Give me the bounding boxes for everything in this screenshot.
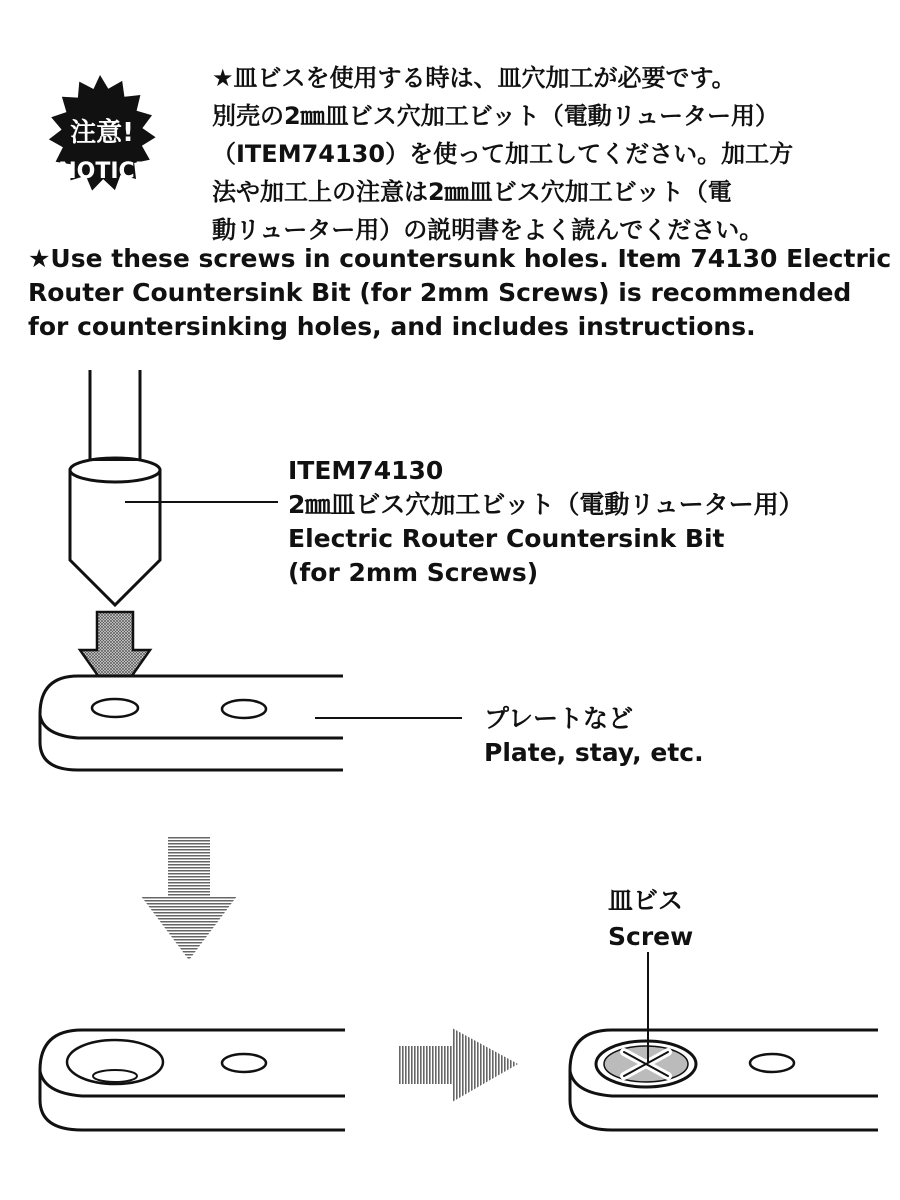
countersink-bit: [70, 370, 160, 605]
notice-en-line-1: ★Use these screws in countersunk holes. Item 74130 Electric: [28, 244, 892, 273]
bit-item-number: ITEM74130: [288, 456, 444, 485]
notice-jp-line-1: ★皿ビスを使用する時は、皿穴加工が必要です。: [212, 64, 736, 92]
notice-en-line-2: Router Countersink Bit (for 2mm Screws) is recommended: [28, 278, 852, 307]
bit-name-en: Electric Router Countersink Bit: [288, 524, 725, 553]
screw-head: [596, 1041, 696, 1087]
notice-en-line-3: for countersinking holes, and includes instructions.: [28, 312, 756, 341]
badge-en: NOTICE: [58, 159, 150, 184]
right-arrow-striped: [398, 1028, 518, 1102]
bit-size-en: (for 2mm Screws): [288, 558, 539, 587]
top-plate: [40, 676, 343, 770]
plate-label-en: Plate, stay, etc.: [484, 738, 704, 767]
notice-jp-line-3: （ITEM74130）を使って加工してください。加工方: [212, 140, 794, 168]
countersunk-plate: [40, 1030, 345, 1130]
notice-jp-line-4: 法や加工上の注意は2㎜皿ビス穴加工ビット（電: [212, 178, 732, 206]
plate-label-jp: プレートなど: [484, 704, 634, 733]
bit-name-jp: 2㎜皿ビス穴加工ビット（電動リューター用）: [288, 490, 804, 519]
down-arrow-striped: [141, 836, 237, 960]
notice-jp-line-5: 動リューター用）の説明書をよく読んでください。: [212, 216, 764, 244]
screw-label-jp: 皿ビス: [608, 886, 684, 915]
screw-label-en: Screw: [608, 922, 694, 951]
notice-jp-line-2: 別売の2㎜皿ビス穴加工ビット（電動リューター用）: [212, 102, 780, 130]
badge-jp: 注意!: [70, 118, 134, 148]
